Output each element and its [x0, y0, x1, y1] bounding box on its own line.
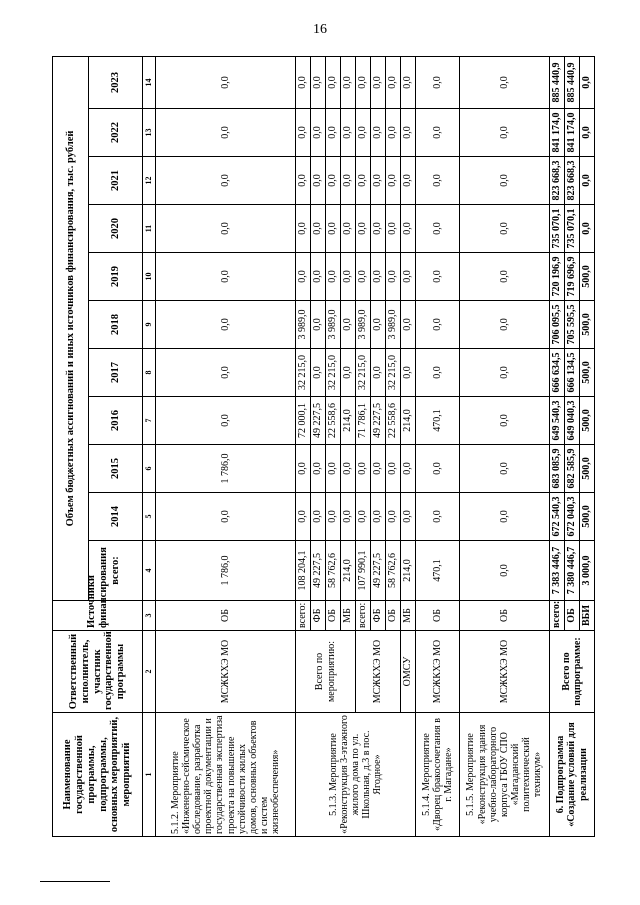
- executor: ОМСУ: [401, 631, 416, 713]
- value-cell: 885 440,9: [550, 56, 565, 108]
- value-cell: 0,0: [416, 493, 460, 541]
- value-cell: 0,0: [296, 109, 311, 157]
- value-cell: 0,0: [311, 301, 326, 349]
- value-cell: 0,0: [371, 253, 386, 301]
- value-cell: 0,0: [371, 109, 386, 157]
- value-cell: 0,0: [401, 349, 416, 397]
- value-cell: 683 085,9: [550, 445, 565, 493]
- value-cell: 0,0: [371, 301, 386, 349]
- value-cell: 22 558,6: [386, 397, 401, 445]
- value-cell: 500,0: [580, 445, 595, 493]
- value-cell: 0,0: [371, 349, 386, 397]
- table-row: [460, 56, 550, 836]
- value-cell: 0,0: [401, 253, 416, 301]
- column-number: 7: [143, 397, 156, 445]
- value-cell: 823 668,3: [550, 157, 565, 205]
- funding-source: ВБИ: [580, 601, 595, 631]
- header-year: 2019: [89, 253, 143, 301]
- value-cell: 0,0: [341, 493, 356, 541]
- value-cell: 0,0: [460, 56, 550, 108]
- value-cell: 0,0: [386, 56, 401, 108]
- value-cell: 666 134,5: [565, 349, 580, 397]
- total-label: Всего по мероприятию:: [296, 631, 356, 713]
- value-cell: 649 040,3: [565, 397, 580, 445]
- value-cell: 0,0: [371, 56, 386, 108]
- value-cell: 649 540,3: [550, 397, 565, 445]
- value-cell: 214,0: [401, 541, 416, 601]
- funding-source: ОБ: [416, 601, 460, 631]
- value-cell: 0,0: [460, 349, 550, 397]
- value-cell: 0,0: [460, 397, 550, 445]
- value-cell: 0,0: [356, 493, 371, 541]
- value-cell: 0,0: [341, 157, 356, 205]
- table-row: [156, 56, 296, 836]
- column-number: 12: [143, 157, 156, 205]
- value-cell: 49 227,5: [311, 397, 326, 445]
- value-cell: 32 215,0: [296, 349, 311, 397]
- value-cell: 0,0: [401, 493, 416, 541]
- value-cell: 0,0: [356, 445, 371, 493]
- value-cell: 0,0: [326, 493, 341, 541]
- value-cell: 0,0: [356, 157, 371, 205]
- column-number: 6: [143, 445, 156, 493]
- value-cell: 0,0: [460, 445, 550, 493]
- header-funding: Объем бюджетных ассигнований и иных источников финансирования, тыс. рублей: [53, 56, 89, 600]
- value-cell: 0,0: [386, 445, 401, 493]
- value-cell: 0,0: [460, 109, 550, 157]
- value-cell: 1 786,0: [156, 541, 296, 601]
- header-year: 2021: [89, 157, 143, 205]
- value-cell: 0,0: [311, 349, 326, 397]
- value-cell: 0,0: [311, 253, 326, 301]
- value-cell: 0,0: [460, 493, 550, 541]
- value-cell: 0,0: [401, 109, 416, 157]
- header-year: 2015: [89, 445, 143, 493]
- value-cell: 3 989,0: [326, 301, 341, 349]
- value-cell: 0,0: [460, 301, 550, 349]
- column-number: 4: [143, 541, 156, 601]
- value-cell: 500,0: [580, 349, 595, 397]
- value-cell: 0,0: [401, 301, 416, 349]
- event-name: 5.1.2. Мероприятие «Инженерно-сейсмическое обследование, разработка проектной документации и государственная экспертиза проекта на повышение устойчивости жилых домов, основных объектов и систем жизнеобеспечения»: [156, 713, 296, 837]
- value-cell: 0,0: [371, 445, 386, 493]
- value-cell: 0,0: [356, 109, 371, 157]
- value-cell: 719 696,9: [565, 253, 580, 301]
- value-cell: 0,0: [341, 109, 356, 157]
- header-total: всего:: [89, 541, 143, 601]
- funding-source: ОБ: [460, 601, 550, 631]
- column-number: 14: [143, 56, 156, 108]
- value-cell: 500,0: [580, 493, 595, 541]
- value-cell: 705 595,5: [565, 301, 580, 349]
- value-cell: 0,0: [311, 157, 326, 205]
- value-cell: 0,0: [156, 301, 296, 349]
- value-cell: 0,0: [296, 445, 311, 493]
- value-cell: 0,0: [156, 493, 296, 541]
- funding-source: ФБ: [311, 601, 326, 631]
- value-cell: 470,1: [416, 541, 460, 601]
- value-cell: 0,0: [156, 349, 296, 397]
- header-year: 2020: [89, 205, 143, 253]
- value-cell: 0,0: [580, 205, 595, 253]
- value-cell: 0,0: [460, 541, 550, 601]
- value-cell: 49 227,5: [371, 397, 386, 445]
- value-cell: 0,0: [296, 253, 311, 301]
- value-cell: 0,0: [580, 109, 595, 157]
- value-cell: 0,0: [326, 205, 341, 253]
- funding-source: МБ: [401, 601, 416, 631]
- value-cell: 672 040,3: [565, 493, 580, 541]
- value-cell: 0,0: [341, 445, 356, 493]
- value-cell: 0,0: [156, 253, 296, 301]
- value-cell: 706 095,5: [550, 301, 565, 349]
- value-cell: 32 215,0: [326, 349, 341, 397]
- column-number: 8: [143, 349, 156, 397]
- value-cell: 500,0: [580, 301, 595, 349]
- value-cell: 0,0: [401, 205, 416, 253]
- event-name: 5.1.3. Мероприятие «Реконструкция 3-этажного жилого дома по ул. Школьная, д.3 в пос. Ягодное»: [296, 713, 416, 837]
- value-cell: 0,0: [401, 445, 416, 493]
- funding-source: ОБ: [565, 601, 580, 631]
- value-cell: 72 000,1: [296, 397, 311, 445]
- value-cell: 0,0: [356, 253, 371, 301]
- value-cell: 0,0: [156, 397, 296, 445]
- value-cell: 7 380 446,7: [565, 541, 580, 601]
- value-cell: 3 989,0: [296, 301, 311, 349]
- value-cell: 666 634,5: [550, 349, 565, 397]
- value-cell: 0,0: [326, 157, 341, 205]
- value-cell: 58 762,6: [386, 541, 401, 601]
- column-number: 3: [143, 601, 156, 631]
- value-cell: 0,0: [401, 157, 416, 205]
- value-cell: 3 989,0: [356, 301, 371, 349]
- page-number: 16: [313, 22, 327, 37]
- value-cell: 0,0: [311, 205, 326, 253]
- value-cell: 49 227,5: [371, 541, 386, 601]
- value-cell: 0,0: [156, 205, 296, 253]
- column-number: 10: [143, 253, 156, 301]
- value-cell: 0,0: [326, 253, 341, 301]
- value-cell: 1 786,0: [156, 445, 296, 493]
- value-cell: 49 227,5: [311, 541, 326, 601]
- funding-source: ОБ: [326, 601, 341, 631]
- table-row: [416, 56, 460, 836]
- value-cell: 0,0: [326, 445, 341, 493]
- column-number: 2: [143, 631, 156, 713]
- value-cell: 500,0: [580, 397, 595, 445]
- executor: МСЖКХЭ МО: [460, 631, 550, 713]
- column-number: 11: [143, 205, 156, 253]
- value-cell: 0,0: [296, 205, 311, 253]
- value-cell: 0,0: [416, 445, 460, 493]
- value-cell: 0,0: [311, 109, 326, 157]
- value-cell: 0,0: [386, 253, 401, 301]
- column-number: 5: [143, 493, 156, 541]
- value-cell: 0,0: [296, 56, 311, 108]
- value-cell: 470,1: [416, 397, 460, 445]
- value-cell: 32 215,0: [356, 349, 371, 397]
- value-cell: 0,0: [326, 109, 341, 157]
- value-cell: 0,0: [156, 109, 296, 157]
- value-cell: 682 585,9: [565, 445, 580, 493]
- column-number: 13: [143, 109, 156, 157]
- subprogram-name: 6. Подпрограмма «Создание условий для реализации: [550, 713, 595, 837]
- value-cell: 0,0: [341, 349, 356, 397]
- value-cell: 735 070,1: [565, 205, 580, 253]
- value-cell: 0,0: [580, 56, 595, 108]
- value-cell: 500,0: [580, 253, 595, 301]
- header-year: 2014: [89, 493, 143, 541]
- value-cell: 0,0: [311, 445, 326, 493]
- column-number-row: [143, 56, 156, 836]
- funding-source: ФБ: [371, 601, 386, 631]
- value-cell: 823 668,3: [565, 157, 580, 205]
- value-cell: 3 989,0: [386, 301, 401, 349]
- value-cell: 0,0: [341, 301, 356, 349]
- header-source: Источники финансирования: [53, 601, 143, 631]
- column-number: 1: [143, 713, 156, 837]
- executor: МСЖКХЭ МО: [156, 631, 296, 713]
- table-row: [550, 56, 565, 836]
- value-cell: 0,0: [326, 56, 341, 108]
- funding-source: всего:: [550, 601, 565, 631]
- value-cell: 0,0: [386, 109, 401, 157]
- value-cell: 214,0: [341, 541, 356, 601]
- rotated-table-container: [52, 59, 627, 837]
- value-cell: 22 558,6: [326, 397, 341, 445]
- value-cell: 0,0: [341, 205, 356, 253]
- value-cell: 0,0: [356, 205, 371, 253]
- header-year: 2018: [89, 301, 143, 349]
- funding-source: всего:: [356, 601, 371, 631]
- header-name: Наименование государственной программы, подпрограммы, основных мероприятий, мероприятий: [53, 713, 143, 837]
- value-cell: 0,0: [416, 349, 460, 397]
- total-label: Всего по подпрограмме:: [550, 631, 595, 713]
- value-cell: 71 786,1: [356, 397, 371, 445]
- value-cell: 214,0: [401, 397, 416, 445]
- value-cell: 0,0: [460, 205, 550, 253]
- value-cell: 0,0: [460, 157, 550, 205]
- header-year: 2022: [89, 109, 143, 157]
- value-cell: 0,0: [371, 493, 386, 541]
- value-cell: 0,0: [156, 56, 296, 108]
- value-cell: 0,0: [311, 493, 326, 541]
- value-cell: 7 383 446,7: [550, 541, 565, 601]
- value-cell: 0,0: [371, 157, 386, 205]
- value-cell: 735 070,1: [550, 205, 565, 253]
- value-cell: 32 215,0: [386, 349, 401, 397]
- value-cell: 0,0: [386, 493, 401, 541]
- value-cell: 841 174,0: [550, 109, 565, 157]
- value-cell: 3 000,0: [580, 541, 595, 601]
- value-cell: 0,0: [296, 157, 311, 205]
- value-cell: 0,0: [416, 109, 460, 157]
- value-cell: 0,0: [416, 253, 460, 301]
- value-cell: 0,0: [371, 205, 386, 253]
- value-cell: 0,0: [401, 56, 416, 108]
- funding-source: МБ: [341, 601, 356, 631]
- value-cell: 885 440,9: [565, 56, 580, 108]
- header-year: 2016: [89, 397, 143, 445]
- value-cell: 0,0: [386, 157, 401, 205]
- value-cell: 0,0: [416, 205, 460, 253]
- funding-source: ОБ: [156, 601, 296, 631]
- column-number: 9: [143, 301, 156, 349]
- value-cell: 0,0: [296, 493, 311, 541]
- value-cell: 108 204,1: [296, 541, 311, 601]
- event-name: 5.1.4. Мероприятие «Дворец бракосочетания в г. Магадане»: [416, 713, 460, 837]
- footer-rule: [40, 881, 110, 882]
- value-cell: 720 196,9: [550, 253, 565, 301]
- value-cell: 107 990,1: [356, 541, 371, 601]
- value-cell: 58 762,6: [326, 541, 341, 601]
- header-year: 2017: [89, 349, 143, 397]
- value-cell: 0,0: [416, 56, 460, 108]
- value-cell: 0,0: [460, 253, 550, 301]
- header-year: 2023: [89, 56, 143, 108]
- value-cell: 0,0: [416, 301, 460, 349]
- funding-source: всего:: [296, 601, 311, 631]
- value-cell: 0,0: [580, 157, 595, 205]
- value-cell: 214,0: [341, 397, 356, 445]
- value-cell: 0,0: [356, 56, 371, 108]
- header-executor: Ответственный исполнитель, участник государственной программы: [53, 631, 143, 713]
- event-name: 5.1.5. Мероприятие «Реконструкция здания учебно-лабораторного корпуса ГБОУ СПО «Магаданский политехнический техникум»: [460, 713, 550, 837]
- value-cell: 0,0: [386, 205, 401, 253]
- value-cell: 0,0: [341, 253, 356, 301]
- funding-source: ОБ: [386, 601, 401, 631]
- value-cell: 0,0: [311, 56, 326, 108]
- value-cell: 672 540,3: [550, 493, 565, 541]
- funding-table: [52, 56, 595, 837]
- executor: МСЖКХЭ МО: [356, 631, 401, 713]
- value-cell: 0,0: [341, 56, 356, 108]
- value-cell: 0,0: [416, 157, 460, 205]
- table-row: [296, 56, 311, 836]
- value-cell: 841 174,0: [565, 109, 580, 157]
- value-cell: 0,0: [156, 157, 296, 205]
- executor: МСЖКХЭ МО: [416, 631, 460, 713]
